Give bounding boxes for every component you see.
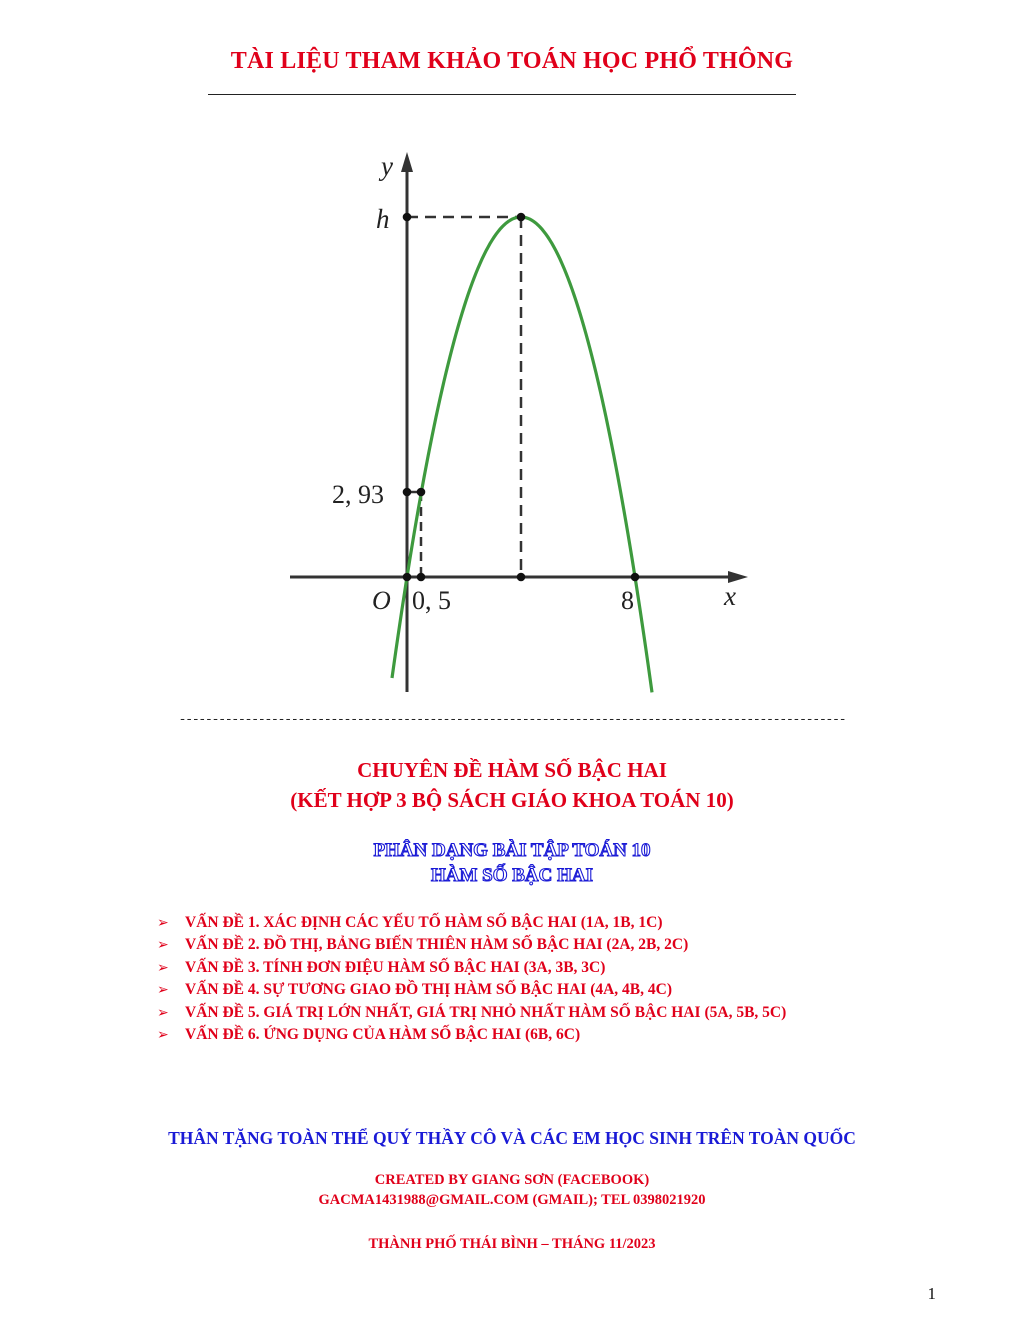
list-item: ➢ VẤN ĐỀ 1. XÁC ĐỊNH CÁC YẾU TỐ HÀM SỐ BẬC HAI (1A, 1B, 1C) bbox=[157, 912, 786, 934]
section-separator: ----------------------------------------------------------------------------------------------------- bbox=[178, 712, 846, 727]
topic-list bbox=[157, 912, 786, 1046]
arrow-bullet-icon: ➢ bbox=[157, 938, 169, 954]
title-underline bbox=[208, 94, 796, 95]
outline-title-line1: PHÂN DẠNG BÀI TẬP TOÁN 10 bbox=[373, 840, 651, 861]
x-axis-label: x bbox=[724, 581, 736, 611]
credit-author: CREATED BY GIANG SƠN (FACEBOOK) bbox=[374, 1172, 650, 1188]
list-item: ➢ VẤN ĐỀ 2. ĐỒ THỊ, BẢNG BIẾN THIÊN HÀM SỐ BẬC HAI (2A, 2B, 2C) bbox=[157, 934, 786, 956]
y-axis-arrow bbox=[401, 152, 413, 172]
arrow-bullet-icon: ➢ bbox=[157, 1027, 169, 1043]
origin-point bbox=[403, 573, 412, 582]
vertex-x-point bbox=[517, 573, 526, 582]
topic-title: CHUYÊN ĐỀ HÀM SỐ BẬC HAI bbox=[357, 758, 667, 782]
eight-label: 8 bbox=[621, 586, 634, 615]
dedication: THÂN TẶNG TOÀN THỂ QUÝ THẦY CÔ VÀ CÁC EM HỌC SINH TRÊN TOÀN QUỐC bbox=[168, 1128, 856, 1148]
point-h-axis bbox=[403, 213, 412, 222]
outline-title-line2: HÀM SỐ BẬC HAI bbox=[430, 865, 594, 886]
page-title: TÀI LIỆU THAM KHẢO TOÁN HỌC PHỔ THÔNG bbox=[230, 48, 794, 74]
arrow-bullet-icon: ➢ bbox=[157, 916, 169, 931]
page-number: 1 bbox=[927, 1284, 936, 1303]
origin-label: O bbox=[372, 586, 391, 615]
list-item: ➢ VẤN ĐỀ 3. TÍNH ĐƠN ĐIỆU HÀM SỐ BẬC HAI (3A, 3B, 3C) bbox=[157, 957, 786, 979]
value-293-label: 2, 93 bbox=[332, 480, 384, 509]
y-axis-label: y bbox=[381, 151, 393, 181]
arrow-bullet-icon: ➢ bbox=[157, 1005, 169, 1021]
point-293-curve bbox=[417, 488, 426, 497]
credit-contact: GACMA1431988@GMAIL.COM (GMAIL); TEL 0398021920 bbox=[318, 1192, 706, 1208]
credit-place-date: THÀNH PHỐ THÁI BÌNH – THÁNG 11/2023 bbox=[368, 1236, 656, 1252]
half-label: 0, 5 bbox=[412, 586, 451, 615]
topic-subtitle: (KẾT HỢP 3 BỘ SÁCH GIÁO KHOA TOÁN 10) bbox=[290, 788, 734, 812]
point-half-x bbox=[417, 573, 426, 582]
list-item: ➢ VẤN ĐỀ 4. SỰ TƯƠNG GIAO ĐỒ THỊ HÀM SỐ BẬC HAI (4A, 4B, 4C) bbox=[157, 979, 786, 1001]
parabola-graph bbox=[280, 140, 760, 700]
list-item: ➢ VẤN ĐỀ 6. ỨNG DỤNG CỦA HÀM SỐ BẬC HAI (6B, 6C) bbox=[157, 1024, 786, 1046]
list-item: ➢ VẤN ĐỀ 5. GIÁ TRỊ LỚN NHẤT, GIÁ TRỊ NHỎ NHẤT HÀM SỐ BẬC HAI (5A, 5B, 5C) bbox=[157, 1002, 786, 1024]
arrow-bullet-icon: ➢ bbox=[157, 983, 169, 999]
h-label: h bbox=[376, 204, 390, 234]
arrow-bullet-icon: ➢ bbox=[157, 960, 169, 976]
point-eight bbox=[631, 573, 640, 582]
point-293-axis bbox=[403, 488, 412, 497]
vertex-point bbox=[517, 213, 526, 222]
